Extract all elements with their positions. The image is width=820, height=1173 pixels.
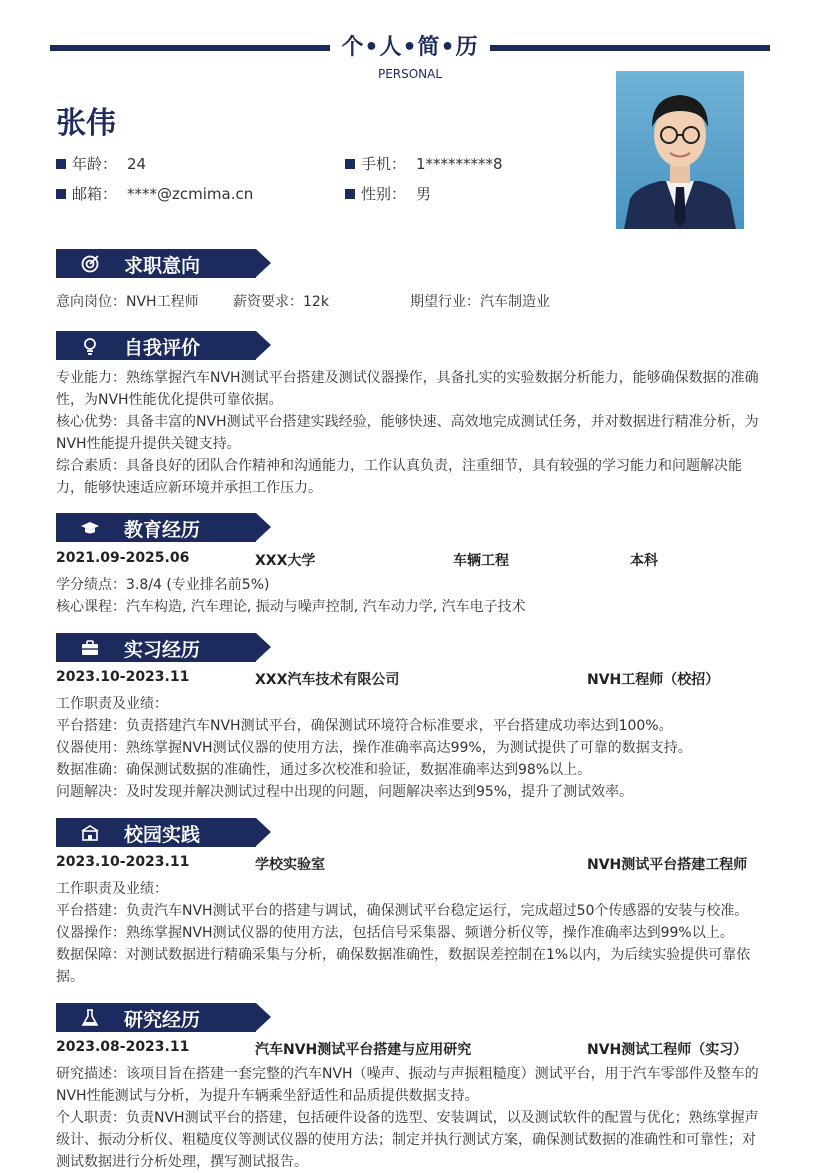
campus-row (56, 854, 766, 876)
campus-line: 工作职责及业绩： (56, 881, 168, 897)
bullet-square-icon (345, 189, 355, 199)
intern-line: 问题解决：及时发现并解决测试过程中出现的问题，问题解决率达到95%，提升了测试效率。 (56, 784, 634, 800)
self-line: NVH性能提升提供关键支持。 (56, 436, 241, 452)
info-email: 邮箱： ****@zcmima.cn (56, 183, 253, 204)
bullet-square-icon (345, 159, 355, 169)
campus-role: NVH测试平台搭建工程师 (587, 857, 748, 873)
section-header-intern: 实习经历 (56, 633, 271, 662)
edu-major: 车辆工程 (453, 553, 509, 569)
bullet-square-icon (56, 189, 66, 199)
intern-role: NVH工程师（校招） (587, 672, 720, 688)
section-header-edu: 教育经历 (56, 513, 271, 542)
research-line: 级计、振动分析仪、粗糙度仪等测试仪器的使用方法；制定并执行测试方案，确保测试数据的准确性和可靠性；对 (56, 1132, 756, 1148)
self-line: 力，能够快速适应新环境并承担工作压力。 (56, 480, 322, 496)
research-line: 研究描述：该项目旨在搭建一套完整的汽车NVH（噪声、振动与声振粗糙度）测试平台，用于汽车零部件及整车的 (56, 1066, 759, 1082)
info-age: 年龄： 24 (56, 153, 146, 174)
self-line: 专业能力：熟练掌握汽车NVH测试平台搭建及测试仪器操作，具备扎实的实验数据分析能力，能够确保数据的准确 (56, 370, 759, 386)
resume-title: 个•人•简•历 (341, 35, 479, 60)
header-rule-left (50, 45, 330, 51)
header-rule-right (490, 45, 770, 51)
edu-school: XXX大学 (255, 553, 316, 569)
edu-line: 学分绩点：3.8/4 (专业排名前5%) (56, 577, 270, 593)
research-row (56, 1039, 766, 1061)
graduation-cap-icon (80, 518, 100, 538)
intent-row (56, 291, 766, 313)
self-line: 核心优势：具备丰富的NVH测试平台搭建实践经验，能够快速、高效地完成测试任务，并对数据进行精准分析，为 (56, 414, 759, 430)
section-header-intent: 求职意向 (56, 249, 271, 278)
lightbulb-icon (80, 336, 100, 356)
edu-line: 核心课程：汽车构造, 汽车理论, 振动与噪声控制, 汽车动力学, 汽车电子技术 (56, 599, 526, 615)
intent-position: 意向岗位：NVH工程师 (56, 294, 199, 310)
campus-line: 据。 (56, 969, 84, 985)
campus-date: 2023.10-2023.11 (56, 854, 190, 870)
intent-salary: 薪资要求：12k (233, 294, 329, 310)
campus-line: 数据保障：对测试数据进行精确采集与分析，确保数据准确性，数据误差控制在1%以内，为后续实验提供可靠依 (56, 947, 751, 963)
intern-row (56, 669, 766, 691)
research-role: NVH测试工程师（实习） (587, 1042, 748, 1058)
target-icon (80, 254, 100, 274)
info-phone: 手机： 1*********8 (345, 153, 503, 174)
section-header-self: 自我评价 (56, 331, 271, 360)
research-project: 汽车NVH测试平台搭建与应用研究 (255, 1042, 472, 1058)
flask-icon (80, 1008, 100, 1028)
campus-org: 学校实验室 (255, 857, 325, 873)
intern-org: XXX汽车技术有限公司 (255, 672, 400, 688)
profile-photo (616, 71, 744, 229)
edu-row (56, 550, 766, 572)
research-line: NVH性能测试与分析，为提升车辆乘坐舒适性和品质提供数据支持。 (56, 1088, 479, 1104)
edu-date: 2021.09-2025.06 (56, 550, 190, 566)
intent-industry: 期望行业：汽车制造业 (410, 294, 550, 310)
research-date: 2023.08-2023.11 (56, 1039, 190, 1055)
briefcase-icon (80, 638, 100, 658)
intern-line: 工作职责及业绩： (56, 696, 168, 712)
candidate-name: 张伟 (56, 106, 116, 141)
edu-degree: 本科 (630, 553, 658, 569)
section-header-campus: 校园实践 (56, 818, 271, 847)
intern-date: 2023.10-2023.11 (56, 669, 190, 685)
intern-line: 仪器使用：熟练掌握NVH测试仪器的使用方法，操作准确率高达99%，为测试提供了可靠的数据支持。 (56, 740, 692, 756)
self-line: 综合素质：具备良好的团队合作精神和沟通能力，工作认真负责，注重细节，具有较强的学习能力和问题解决能 (56, 458, 742, 474)
intern-line: 平台搭建：负责搭建汽车NVH测试平台，确保测试环境符合标准要求，平台搭建成功率达到100%。 (56, 718, 673, 734)
campus-line: 平台搭建：负责汽车NVH测试平台的搭建与调试，确保测试平台稳定运行，完成超过50个传感器的安装与校准。 (56, 903, 749, 919)
intern-line: 数据准确：确保测试数据的准确性，通过多次校准和验证，数据准确率达到98%以上。 (56, 762, 592, 778)
bullet-square-icon (56, 159, 66, 169)
school-building-icon (80, 823, 100, 843)
self-line: 性，为NVH性能优化提供可靠依据。 (56, 392, 283, 408)
section-header-research: 研究经历 (56, 1003, 271, 1032)
campus-line: 仪器操作：熟练掌握NVH测试仪器的使用方法，包括信号采集器、频谱分析仪等，操作准确率达到99%以上。 (56, 925, 734, 941)
research-line: 测试数据进行分析处理，撰写测试报告。 (56, 1154, 308, 1170)
info-gender: 性别： 男 (345, 183, 431, 204)
research-line: 个人职责：负责NVH测试平台的搭建，包括硬件设备的选型、安装调试，以及测试软件的配置与优化；熟练掌握声 (56, 1110, 759, 1126)
resume-subtitle: PERSONAL (377, 67, 443, 81)
